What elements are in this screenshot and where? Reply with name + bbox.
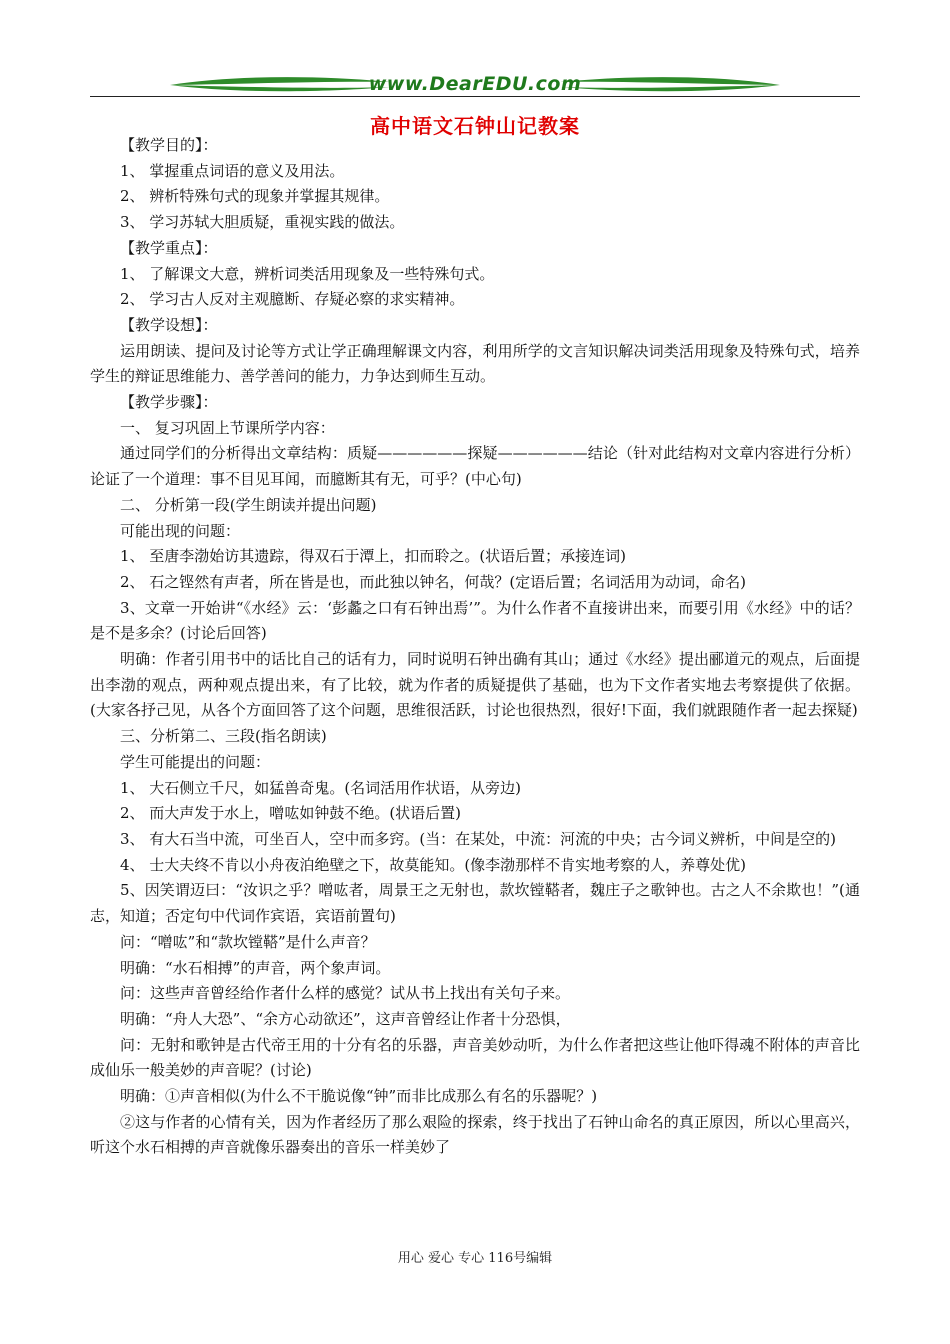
paragraph: 1、 掌握重点词语的意义及用法。 [120,161,345,180]
paragraph: 3、 学习苏轼大胆质疑，重视实践的做法。 [120,213,405,232]
paragraph: 问：无射和歌钟是古代帝王用的十分有名的乐器，声音美妙动听，为什么作者把这些让他吓得魂不附体的声音比成仙乐一般美妙的声音呢？(讨论) [90,1035,860,1080]
paragraph: 【教学设想】： [120,315,218,334]
site-logo-text[interactable]: www.DearEDU.com [368,73,582,95]
paragraph: 5、因笑谓迈曰：“汝识之乎？噌吰者，周景王之无射也，款坎镗鞳者，魏庄子之歌钟也。古之人不余欺也！”(通志，知道；否定句中代词作宾语，宾语前置句) [90,881,860,926]
paragraph: 一、 复习巩固上节课所学内容： [120,418,335,437]
paragraph: 三、分析第二、三段(指名朗读) [120,727,327,746]
paragraph: 3、 有大石当中流，可坐百人，空中而多窍。(当：在某处，中流：河流的中央；古今词义辨析，中间是空的) [120,829,837,848]
paragraph: 【教学目的】： [120,136,218,154]
paragraph: 问：这些声音曾经给作者什么样的感觉？试从书上找出有关句子来。 [120,984,571,1003]
paragraph: 二、 分析第一段(学生朗读并提出问题) [120,495,377,514]
paragraph: 明确：“水石相搏”的声音，两个象声词。 [120,958,391,977]
paragraph: 2、 而大声发于水上，噌吰如钟鼓不绝。(状语后置) [120,804,462,823]
paragraph: 1、 了解课文大意，辨析词类活用现象及一些特殊句式。 [120,264,495,283]
document-title: 高中语文石钟山记教案 [370,114,580,138]
paragraph: 明确：“舟人大恐”、“余方心动欲还”，这声音曾经让作者十分恐惧， [120,1009,571,1028]
paragraph: 2、 石之铿然有声者，所在皆是也，而此独以钟名，何哉？(定语后置；名词活用为动词，命名) [120,572,747,591]
paragraph: 2、 辨析特殊句式的现象并掌握其规律。 [120,187,390,206]
paragraph: 【教学重点】： [120,238,218,257]
paragraph: 2、 学习古人反对主观臆断、存疑必察的求实精神。 [120,290,465,309]
paragraph: 明确：作者引用书中的话比自己的话有力，同时说明石钟出确有其山；通过《水经》提出郦道元的观点，后面提出李渤的观点，两种观点提出来，有了比较，就为作者的质疑提供了基础，也为下文作者实地去考察提供了依据。(大家各抒己见，从各个方面回答了这个问题，思维很活跃，讨论也很热烈，很好!下面，我们就跟随作者一起去探疑) [90,650,860,720]
paragraph: 通过同学们的分析得出文章结构：质疑——————探疑——————结论（针对此结构对文章内容进行分析）论证了一个道理：事不目见耳闻，而臆断其有无，可乎？(中心句) [90,444,860,489]
paragraph: 可能出现的问题： [120,521,241,540]
paragraph: 4、 士大夫终不肯以小舟夜泊绝壁之下，故莫能知。(像李渤那样不肯实地考察的人，养尊处优) [120,855,747,874]
paragraph: 1、 至唐李渤始访其遗踪，得双石于潭上，扣而聆之。(状语后置；承接连词) [120,547,627,566]
paragraph: 学生可能提出的问题： [120,752,271,771]
paragraph: 3、文章一开始讲“《水经》云：‘彭蠡之口有石钟出焉’”。为什么作者不直接讲出来，而要引用《水经》中的话？是不是多余？(讨论后回答) [90,598,860,643]
document-body [90,133,860,1161]
header-divider [90,96,860,97]
paragraph: ②这与作者的心情有关，因为作者经历了那么艰险的探索，终于找出了石钟山命名的真正原因，所以心里高兴，听这个水石相搏的声音就像乐器奏出的音乐一样美妙了 [90,1112,860,1157]
paragraph: 明确：①声音相似(为什么不干脆说像“钟”而非比成那么有名的乐器呢？) [120,1087,598,1106]
paragraph: 运用朗读、提问及讨论等方式让学正确理解课文内容，利用所学的文言知识解决词类活用现象及特殊句式，培养学生的辩证思维能力、善学善问的能力，力争达到师生互动。 [90,341,860,386]
paragraph: 问：“噌吰”和“款坎镗鞳”是什么声音？ [120,932,376,951]
paragraph: 【教学步骤】： [120,393,218,412]
site-header-banner [90,72,860,98]
paragraph: 1、 大石侧立千尺，如猛兽奇鬼。(名词活用作状语，从旁边) [120,778,522,797]
page-footer: 用心 爱心 专心 116号编辑 [397,1251,553,1266]
